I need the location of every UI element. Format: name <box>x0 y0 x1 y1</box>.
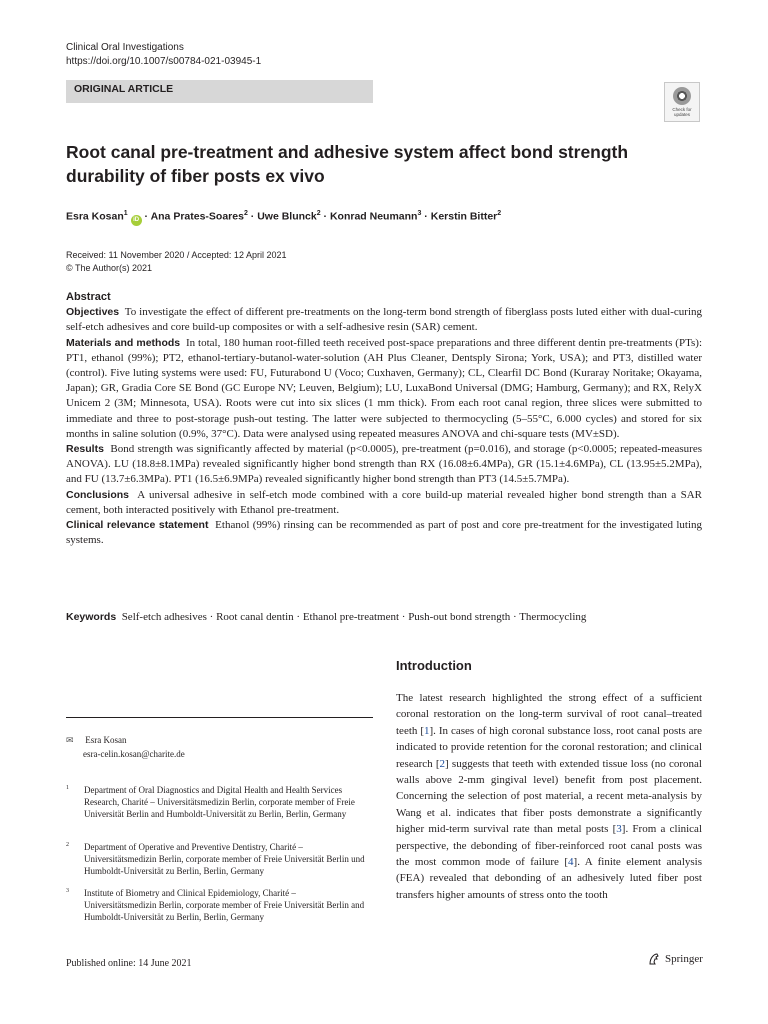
abstract-section-text: To investigate the effect of different pre-treatments on the long-term bond strength of fiberglass posts luted either with dual-curing self-etch adhesives and core build-up composites or with a self-adhesive resin (SAR) cement. <box>66 306 702 334</box>
corresponding-author-email[interactable]: esra-celin.kosan@charite.de <box>83 749 185 759</box>
crossmark-icon <box>673 87 691 105</box>
abstract <box>66 290 702 548</box>
author-name[interactable]: Ana Prates-Soares <box>150 210 244 223</box>
author-affiliation-marker: 2 <box>243 210 248 217</box>
author-affiliation-marker: 2 <box>497 210 502 217</box>
citation-link[interactable]: 4 <box>568 856 574 869</box>
affiliation-text: Department of Operative and Preventive Dentistry, Charité – Universitätsmedizin Berlin, corporate member of Freie Universität Berlin und Humboldt-Universität zu Berlin, Berlin, Germany <box>84 842 365 876</box>
publisher-name: Springer <box>665 953 703 965</box>
check-for-updates-badge[interactable] <box>664 82 700 122</box>
affiliation-number: 3 <box>66 888 69 894</box>
keywords <box>66 610 706 625</box>
citation-link[interactable]: 2 <box>439 757 446 770</box>
affiliation <box>66 887 366 923</box>
author-affiliation-marker: 3 <box>417 210 422 217</box>
author-name[interactable]: Kerstin Bitter <box>430 210 498 223</box>
abstract-section-label: Clinical relevance statement <box>66 519 209 532</box>
affiliation-number: 2 <box>66 842 69 848</box>
intro-text-segment: ]. A finite element analysis (FEA) revealed that debonding of an adhesively luted fiber post transfers higher amounts of stress onto the tooth <box>396 856 702 901</box>
article-title: Root canal pre-treatment and adhesive system affect bond strength durability of fiber posts ex vivo <box>66 142 629 186</box>
abstract-section-text: A universal adhesive in self-etch mode combined with a core build-up material revealed higher bond strength than a SAR cement, both interacted positively with Ethanol pre-treatment. <box>66 488 702 516</box>
citation-link[interactable]: 3 <box>616 823 622 836</box>
author-name[interactable]: Esra Kosan <box>66 210 124 223</box>
intro-text-segment: ]. From a clinical perspective, the debonding of fiber-reinforced root canal posts was the most common mode of failure [ <box>396 823 702 869</box>
citation-link[interactable]: 1 <box>424 724 430 737</box>
envelope-icon: ✉ <box>66 736 74 746</box>
abstract-section <box>66 488 702 518</box>
intro-text-segment: The latest research highlighted the strong effect of a sufficient coronal restoration on the long-term survival of root canal–treated teeth [ <box>396 692 702 737</box>
doi-link[interactable]: https://doi.org/10.1007/s00784-021-03945-1 <box>66 56 262 67</box>
author-name[interactable]: Konrad Neumann <box>329 210 418 223</box>
article-type-label: ORIGINAL ARTICLE <box>66 80 373 103</box>
affiliation <box>66 841 366 877</box>
author-list: Esra Kosan$^1$ iD · Ana Prates-Soares$^2$ · Uwe Blunck$^2$ · Konrad Neumann$^3$ · Kerstin Bitter$^2$ <box>66 206 706 226</box>
abstract-section-label: Results <box>66 443 104 456</box>
affiliation <box>66 784 366 820</box>
orcid-icon[interactable]: iD <box>131 215 142 226</box>
author-affiliation-marker: 2 <box>316 210 321 217</box>
abstract-section-label: Materials and methods <box>66 336 181 349</box>
publisher-logo[interactable] <box>647 952 703 966</box>
author-name[interactable]: Uwe Blunck <box>257 210 317 223</box>
abstract-section <box>66 518 702 548</box>
footnote-divider <box>66 717 373 718</box>
abstract-section-label: Conclusions <box>66 488 130 501</box>
intro-text-segment: ] suggests that teeth with extended tissue loss (no coronal walls above 2-mm gingival level) benefit from post placement. Concerning the selection of post material, a recent meta-analysis by Wang et al. indicates that fiber posts demonstrate a significantly higher mid-term survival rate than metal posts [ <box>396 757 702 836</box>
affiliation-text: Department of Oral Diagnostics and Digital Health and Health Services Research, Charité – Universitätsmedizin Berlin, corporate member of Freie Universität Berlin and Humboldt-Universität zu Berlin, Berlin, Germany <box>84 785 355 819</box>
intro-text-segment: ]. In cases of high coronal substance loss, root canal posts are indicated to provide retention for the coronal restoration; and clinical research [ <box>396 724 703 770</box>
abstract-section-text: In total, 180 human root-filled teeth received post-space preparations and three different dentin pre-treatments (PTs): PT1, ethanol (99%); PT2, ethanol-tertiary-butanol-water-solution (AH Plus Cleaner, Dentsply Sirona; York, USA); and PT3, distilled water (control). Five luting systems were used: FU, Futurabond U (Voco; Cuxhaven, Germany); CL, Clearfil DC Bond (Kuraray Noritake; Okayama, Japan); GR, Gradia Core SE Bond (GC Europe NV; Leuven, Belgium); LU, LuxaBond Universal (DMG; Hamburg, Germany); and RX, RelyX Unicem 2 (3M; Minnesota, USA). Roots were cut into six slices (1 mm thick). From each root canal region, three slices were submitted to immediate and three to post-storage push-out testing. The latter were subjected to thermocycling (5–55°C, 6.000 cycles) and stored for six months in saline solution (0.9%, 37°C). Data were analysed using repeated measures ANOVA and chi-square tests (MV±SD). <box>66 336 703 440</box>
abstract-section-text: Bond strength was significantly affected by material (p<0.0005), pre-treatment (p=0.016), and storage (p<0.0005; repeated-measures ANOVA). LU (18.8±8.1MPa) revealed significantly higher bond strength than RX (16.08±6.4MPa), GR (15.1±4.6MPa), CL (13.95±5.2MPa), and FU (13.7±6.3MPa). PT1 (16.5±6.9MPa) revealed significantly higher bond strength than PT3 (14.5±5.7MPa). <box>66 443 702 486</box>
journal-name: Clinical Oral Investigations <box>66 42 184 53</box>
abstract-heading: Abstract <box>66 291 111 303</box>
corresponding-author-name: Esra Kosan <box>85 735 127 745</box>
abstract-section <box>66 336 702 442</box>
received-accepted-dates: Received: 11 November 2020 / Accepted: 12 April 2021 <box>66 250 287 260</box>
abstract-section <box>66 442 702 488</box>
copyright-notice: © The Author(s) 2021 <box>66 263 153 273</box>
correspondence <box>66 734 366 761</box>
author-affiliation-marker: 1 <box>123 210 128 217</box>
springer-horse-icon <box>647 952 661 966</box>
abstract-section <box>66 305 702 335</box>
affiliation-text: Institute of Biometry and Clinical Epidemiology, Charité – Universitätsmedizin Berlin, corporate member of Freie Universität Berlin and Humboldt-Universität zu Berlin, Berlin, Germany <box>84 888 365 922</box>
introduction-heading: Introduction <box>396 658 472 673</box>
crossmark-label: Check for updates <box>672 107 692 117</box>
keywords-text: Self-etch adhesives · Root canal dentin · Ethanol pre-treatment · Push-out bond strength · Thermocycling <box>121 611 587 623</box>
published-online-date: Published online: 14 June 2021 <box>66 958 192 969</box>
abstract-section-text: Ethanol (99%) rinsing can be recommended as part of post and core pre-treatment for the investigated luting systems. <box>66 519 702 547</box>
affiliation-number: 1 <box>66 785 69 791</box>
introduction-body <box>396 690 702 903</box>
keywords-label: Keywords <box>66 611 117 623</box>
abstract-section-label: Objectives <box>66 306 120 319</box>
